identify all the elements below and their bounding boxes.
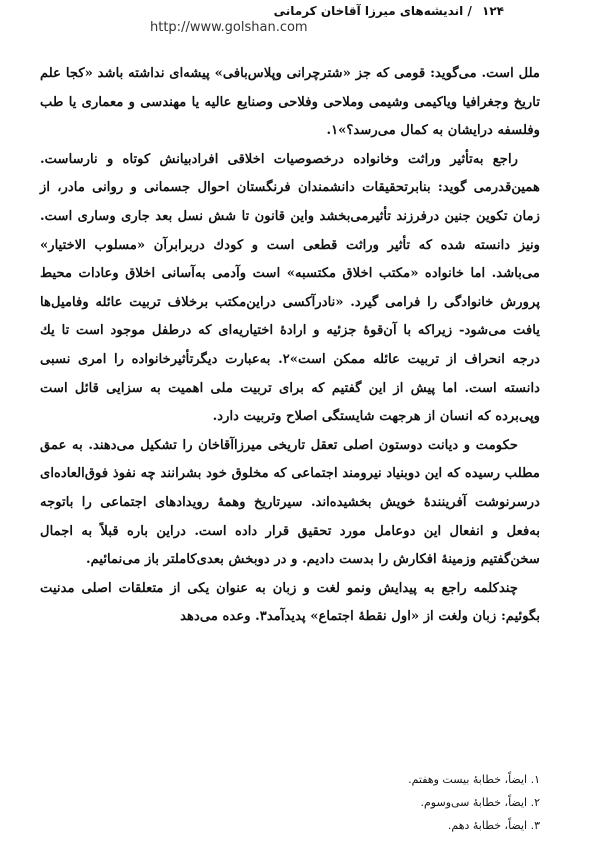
header-title: اندیشه‌های میرزا آقاخان کرمانی — [273, 4, 464, 18]
running-header — [120, 4, 504, 18]
paragraph-1: ملل است. می‌گوید: قومی که جز «شترچرانی وپلاس‌بافی» پیشه‌ای نداشته باشد «کجا علم تاریخ وجغرافیا ویاکیمی وشیمی وملاحی وفلاحی وصنایع عالیه یا مهندسی و معماری یا طب وفلسفه درایشان به کمال می‌رسد؟»۱. — [40, 66, 540, 139]
watermark-url: http://www.golshan.com — [150, 20, 308, 35]
footnote-2: ۲. ایضاً، خطابۀ سی‌وسوم. — [420, 796, 540, 809]
footnotes — [250, 768, 540, 837]
paragraph-3: حکومت و دیانت دوستون اصلی تعقل تاریخی میرزاآقاخان را تشکیل می‌دهند. به عمق مطلب رسیده که این دوبنیاد نیرومند اجتماعی که مخلوق خود بشرانند چه نفوذ فوق‌العاده‌ای درسرنوشت آفرینندۀ خویش بخشیده‌اند. سیرتاریخ وهمۀ رویدادهای اجتماعی را باتوجه به‌فعل و انفعال این دوعامل مورد تحقیق قرار داده است. دراین باره قبلاً به اجمال سخن‌گفتیم وزمینۀ افکارش را بدست دادیم. و در دوبخش بعدی‌کاملتر باز می‌نمائیم. — [40, 437, 540, 568]
footnote-3: ۳. ایضاً، خطابۀ دهم. — [447, 819, 540, 832]
footnote-1: ۱. ایضاً، خطابۀ بیست وهفتم. — [408, 773, 540, 786]
header-separator: / — [467, 4, 472, 18]
page-number: ۱۲۴ — [482, 4, 504, 18]
paragraph-2: راجع به‌تأثیر وراثت وخانواده درخصوصیات اخلاقی افرادبیانش کوتاه و نارساست. همین‌قدرمی گوید: بنابرتحقیقات دانشمندان فرنگستان احوال جسمانی و روانی مادر، از زمان تکوین جنین درفرزند تأثیرمی‌بخشد واین قانون تا شش نسل بعد جاری وساری است. ونیز دانسته شده که تأثیر وراثت قطعی است و کودك دربرابرآن «مسلوب الاختیار» می‌باشد. اما خانواده «مکتب اخلاق مکتسبه» است وآدمی به‌آسانی اخلاق وعادات محیط پرورش خانوادگی را فرامی گیرد. «نادرآکسی دراین‌مکتب برخلاف تربیت عائله وفامیل‌ها یافت می‌شود- زیراکه با آن‌قوۀ جزئیه و ارادۀ اختیاریه‌ای که درطفل موجود است تا یك درجه انحراف از تربیت عائله ممکن است»۲. به‌عبارت دیگرتأثیرخانواده را امری نسبی دانسته است. اما پیش از این گفتیم که برای تربیت ملی اهمیت به سزایی قائل است وپی‌برده که انسان از هرجهت شایستگی اصلاح وتربیت دارد. — [40, 151, 540, 425]
body-text — [40, 60, 540, 632]
paragraph-4: چندکلمه راجع به پیدایش ونمو لغت و زبان به عنوان یکی از متعلقات اصلی مدنیت بگوئیم: زبان ولغت از «اول نقطۀ اجتماع» پدیدآمد۳. وعده می‌دهد — [40, 580, 540, 625]
